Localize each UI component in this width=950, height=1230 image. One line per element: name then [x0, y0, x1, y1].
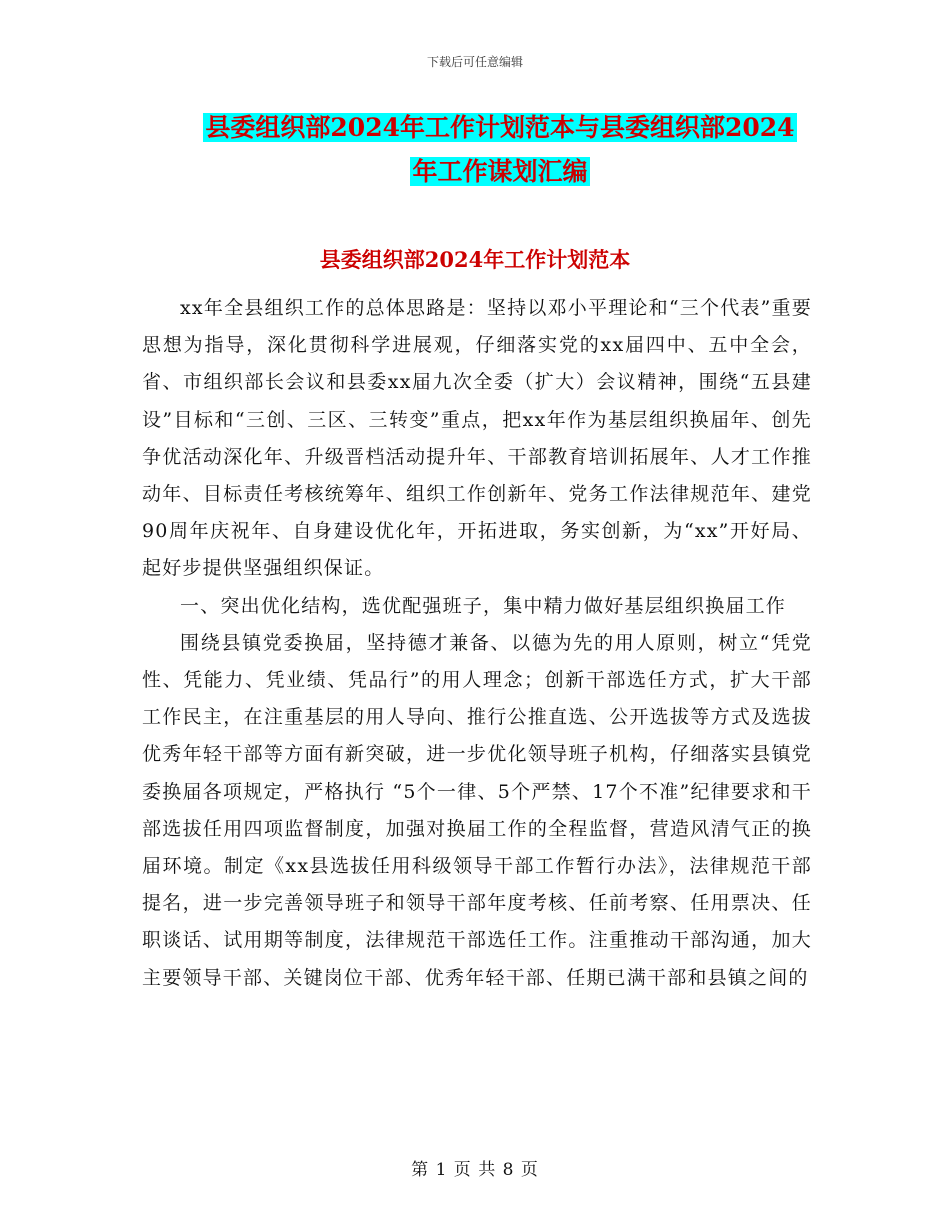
- paragraph-heading-1: 一、突出优化结构，选优配强班子，集中精力做好基层组织换届工作: [180, 594, 787, 617]
- document-body: [142, 290, 812, 997]
- page-footer: 第 1 页 共 8 页: [411, 1160, 539, 1180]
- document-title-line-1: 县委组织部2024年工作计划范本与县委组织部2024: [205, 113, 795, 142]
- section-title: 县委组织部2024年工作计划范本: [319, 247, 631, 272]
- document-title-line-2: 年工作谋划汇编: [412, 157, 588, 186]
- paragraph-body-1: 围绕县镇党委换届，坚持德才兼备、以德为先的用人原则，树立“凭党性、凭能力、凭业绩、凭品行”的用人理念；创新干部选任方式，扩大干部工作民主，在注重基层的用人导向、推行公推直选、公开选拔等方式及选拔优秀年轻干部等方面有新突破，进一步优化领导班子机构，仔细落实县镇党委换届各项规定，严格执行 “5个一律、5个严禁、17个不准”纪律要求和干部选拔任用四项监督制度，加强对换届工作的全程监督，营造风清气正的换届环境。制定《xx县选拔任用科级领导干部工作暂行办法》，法律规范干部提名，进一步完善领导班子和领导干部年度考核、任前考察、任用票决、任职谈话、试用期等制度，法律规范干部选任工作。注重推动干部沟通，加大主要领导干部、关键岗位干部、优秀年轻干部、任期已满干部和县镇之间的: [142, 631, 812, 989]
- document-title: [140, 106, 860, 194]
- header-note: 下载后可任意编辑: [426, 55, 523, 69]
- paragraph-intro: xx年全县组织工作的总体思路是：坚持以邓小平理论和“三个代表”重要思想为指导，深化贯彻科学进展观，仔细落实党的xx届四中、五中全会，省、市组织部长会议和县委xx届九次全委（扩大）会议精神，围绕“五县建设”目标和“三创、三区、三转变”重点，把xx年作为基层组织换届年、创先争优活动深化年、升级晋档活动提升年、干部教育培训拓展年、人才工作推动年、目标责任考核统筹年、组织工作创新年、党务工作法律规范年、建党90周年庆祝年、自身建设优化年，开拓进取，务实创新，为“xx”开好局、起好步提供坚强组织保证。: [142, 297, 812, 580]
